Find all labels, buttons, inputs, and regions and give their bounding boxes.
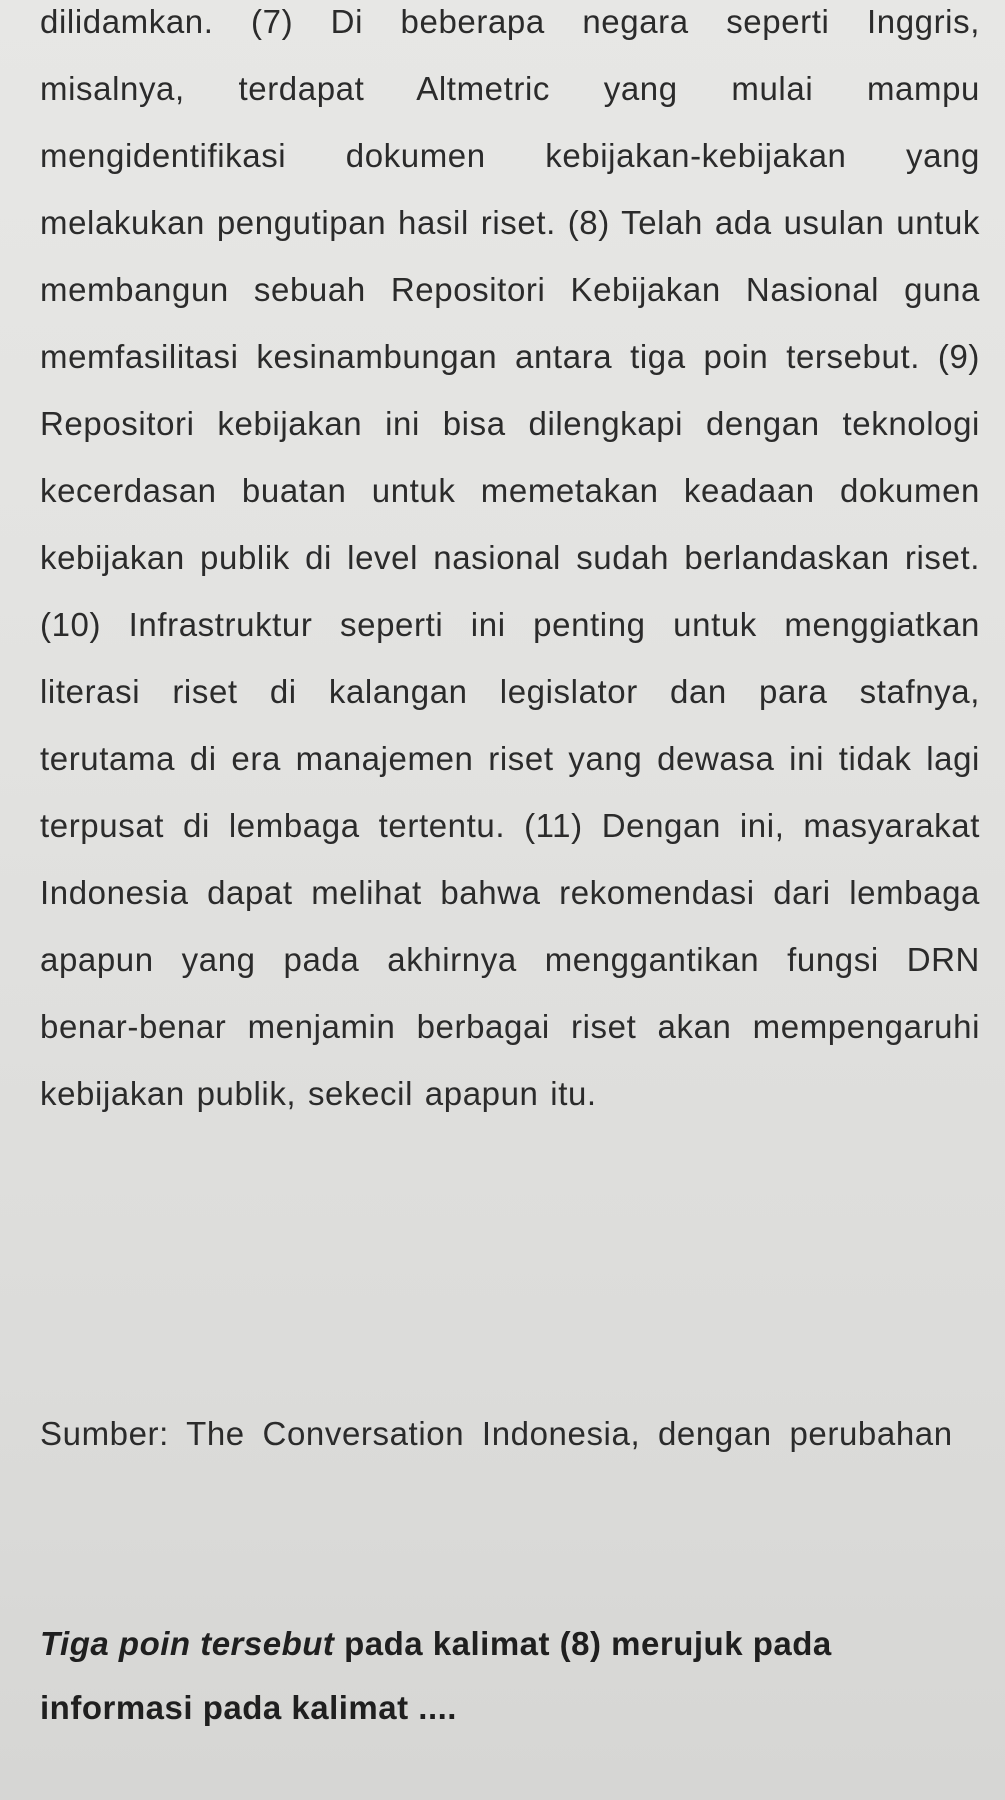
question-text: pada kalimat (8) merujuk pada informasi pada kalimat ....: [40, 1625, 832, 1726]
source-citation: Sumber: The Conversation Indonesia, dengan perubahan: [40, 1415, 953, 1452]
reading-passage: dilidamkan. (7) Di beberapa negara seperti Inggris, misalnya, terdapat Altmetric yang mulai mampu mengidentifikasi dokumen kebijakan-kebijakan yang melakukan pengutipan hasil riset. (8) Telah ada usulan untuk membangun sebuah Repositori Kebijakan Nasional guna memfasilitasi kesinambungan antara tiga poin tersebut. (9) Repositori kebijakan ini bisa dilengkapi dengan teknologi kecerdasan buatan untuk memetakan keadaan dokumen kebijakan publik di level nasional sudah berlandaskan riset. (10) Infrastruktur seperti ini penting untuk menggiatkan literasi riset di kalangan legislator dan para stafnya, terutama di era manajemen riset yang dewasa ini tidak lagi terpusat di lembaga tertentu. (11) Dengan ini, masyarakat Indonesia dapat melihat bahwa rekomendasi dari lembaga apapun yang pada akhirnya menggantikan fungsi DRN benar-benar menjamin berbagai riset akan mempengaruhi kebijakan publik, sekecil apapun itu.: [40, 3, 980, 1112]
question-stem: [40, 1612, 985, 1740]
question-italic-phrase: Tiga poin tersebut: [40, 1625, 335, 1662]
